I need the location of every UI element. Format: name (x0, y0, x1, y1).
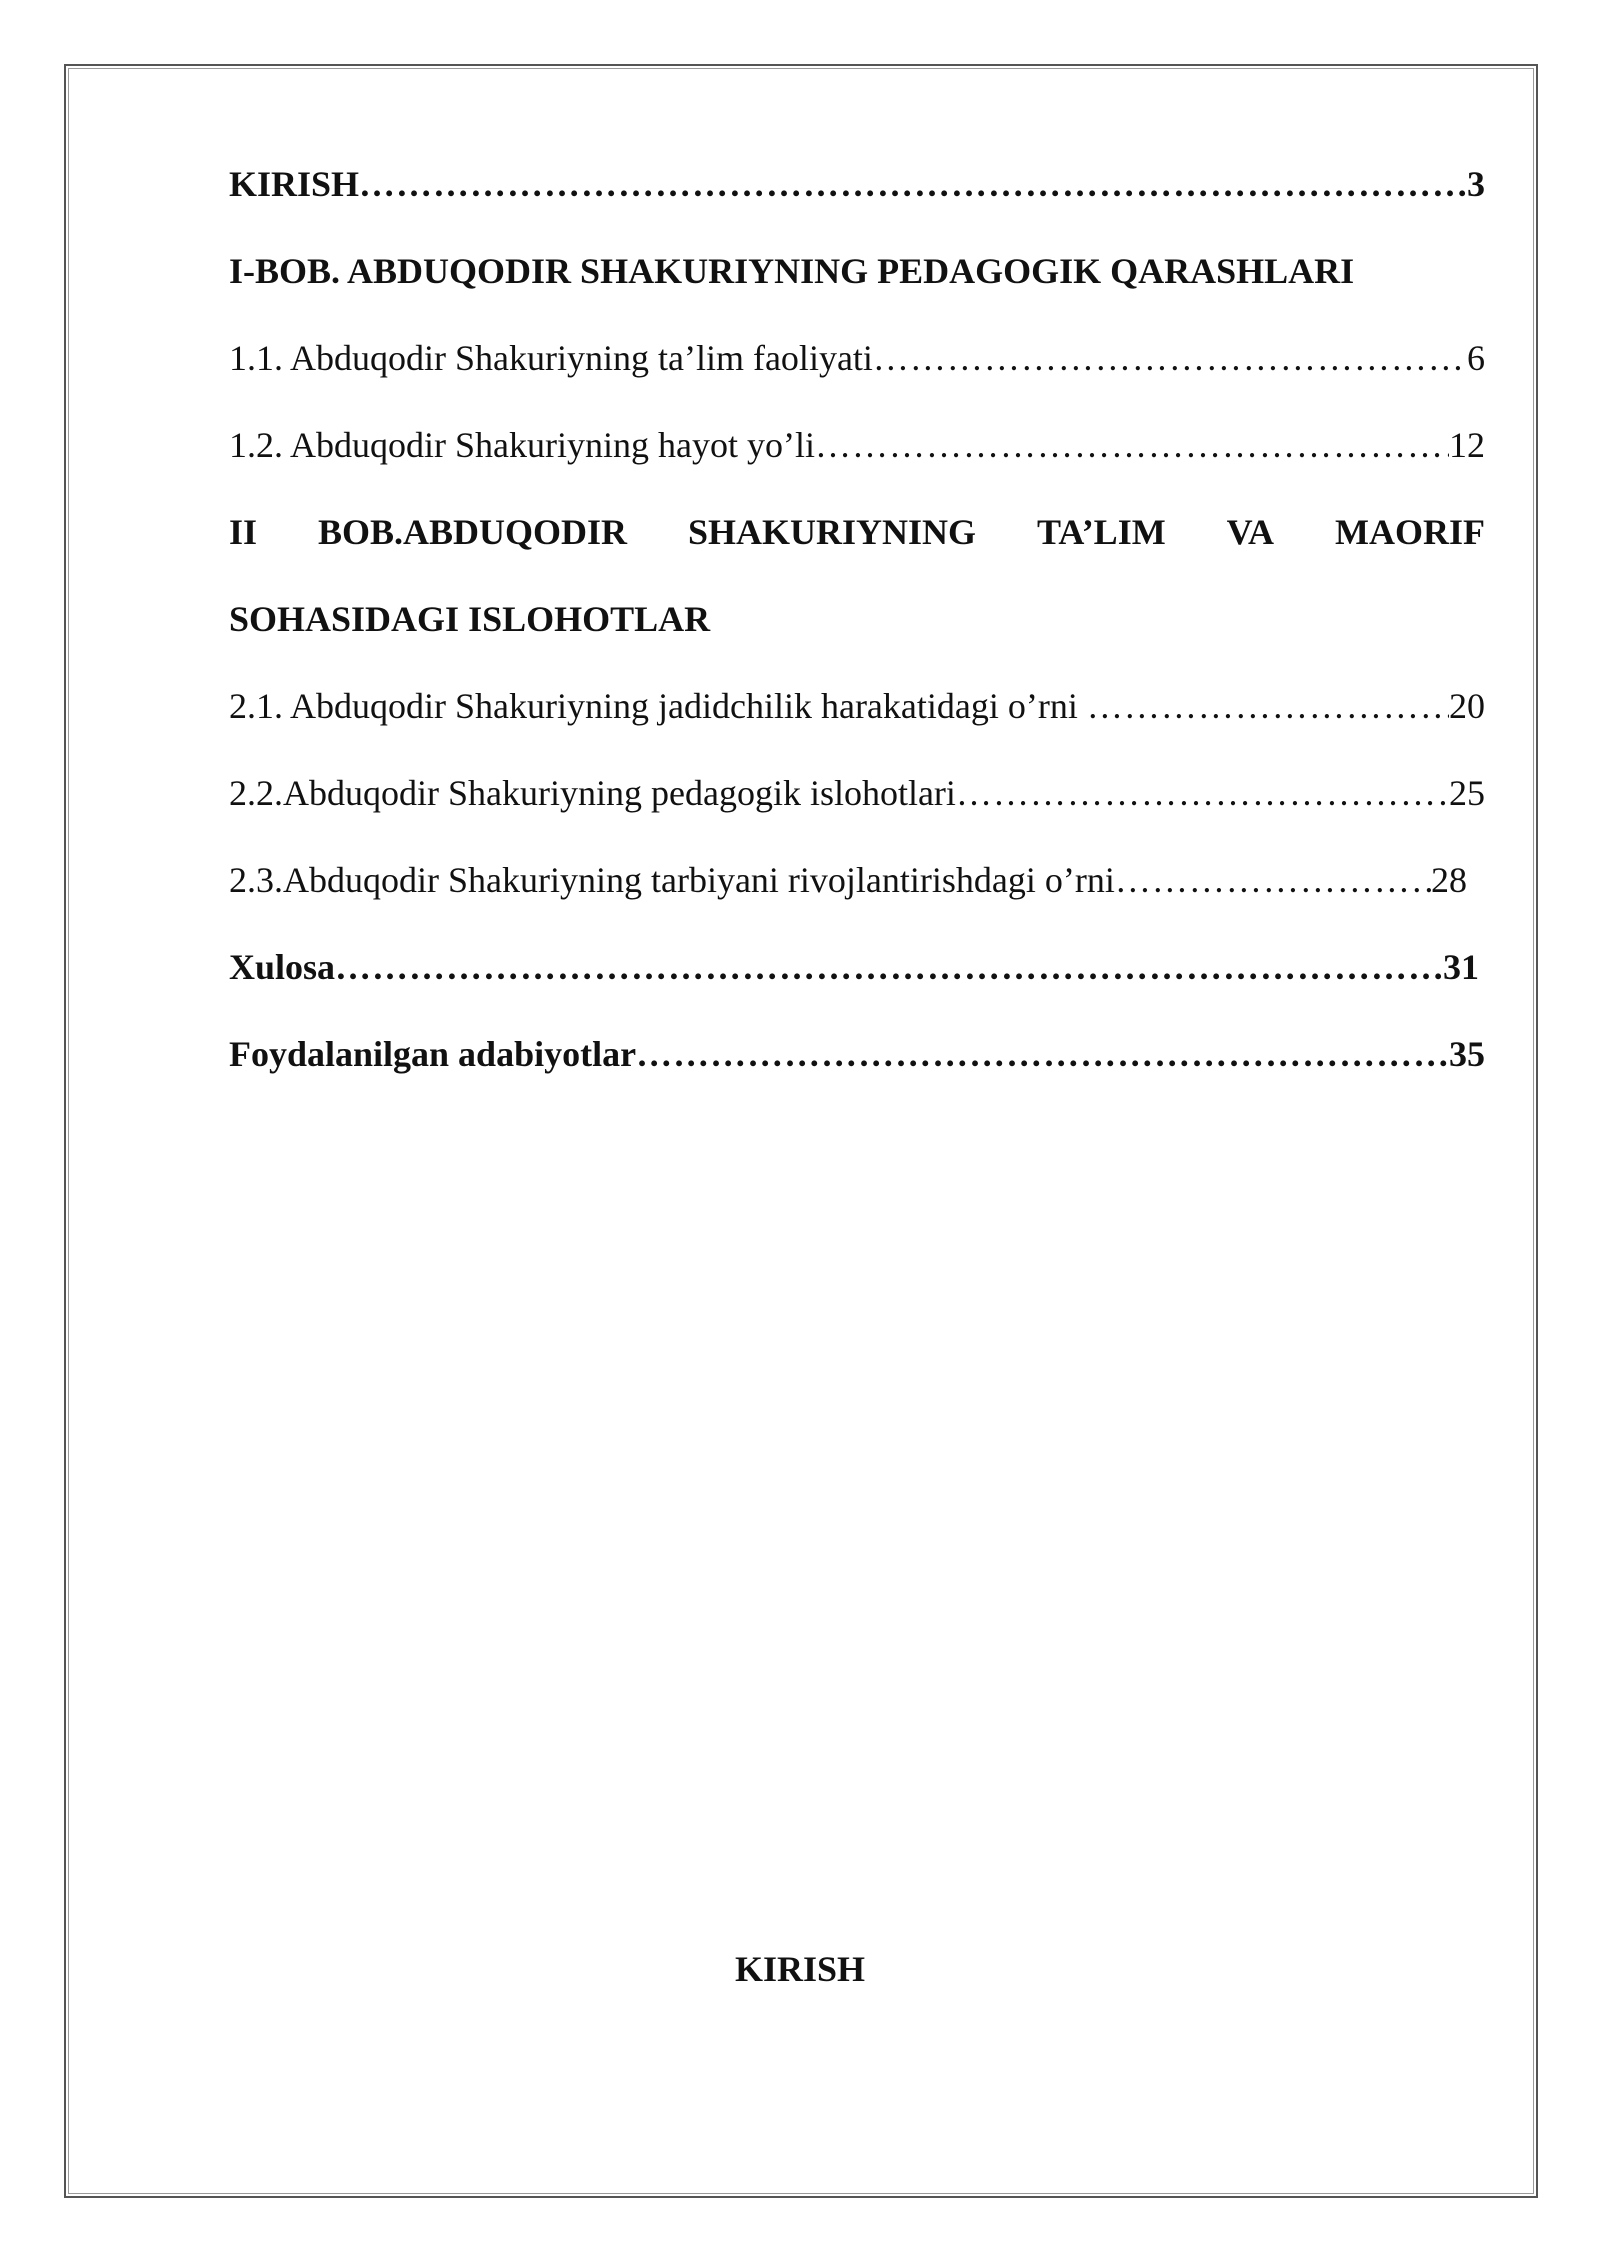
toc-entry-page: 6 (1467, 337, 1485, 378)
toc-chapter-word: SHAKURIYNING (688, 511, 977, 552)
toc-entry-title: 2.2.Abduqodir Shakuriyning pedagogik islohotlari (229, 772, 956, 813)
toc-entry-2-2[interactable] (229, 749, 1485, 836)
toc-entry-page: 12 (1449, 424, 1485, 465)
toc-entry-title: KIRISH (229, 163, 360, 204)
toc-entry-title: 1.2. Abduqodir Shakuriyning hayot yo’li (229, 424, 815, 465)
toc-entry-page: 35 (1449, 1033, 1485, 1074)
toc-chapter-word: TA’LIM (1037, 511, 1166, 552)
table-of-contents (229, 140, 1485, 1097)
dot-leader (956, 772, 1449, 814)
toc-entry-title: Xulosa (229, 946, 336, 987)
toc-chapter-word: II (229, 511, 258, 552)
toc-chapter-2-heading[interactable] (229, 488, 1485, 575)
dot-leader (359, 163, 1467, 205)
toc-chapter-title: I-BOB. ABDUQODIR SHAKURIYNING PEDAGOGIK QARASHLARI (229, 250, 1355, 291)
toc-chapter-title: SOHASIDAGI ISLOHOTLAR (229, 598, 711, 639)
toc-entry-page: 31 (1443, 946, 1479, 987)
dot-leader (1087, 685, 1449, 727)
toc-entry-2-1[interactable] (229, 662, 1485, 749)
toc-entry-page: 25 (1449, 772, 1485, 813)
toc-entry-title: Foydalanilgan adabiyotlar (229, 1033, 637, 1074)
toc-entry-title: 1.1. Abduqodir Shakuriyning ta’lim faoliyati (229, 337, 873, 378)
toc-entry-xulosa[interactable] (229, 923, 1479, 1010)
toc-entry-title: 2.3.Abduqodir Shakuriyning tarbiyani rivojlantirishdagi o’rni (229, 859, 1115, 900)
toc-entry-page: 28 (1431, 859, 1467, 900)
toc-chapter-word: MAORIF (1334, 511, 1485, 552)
dot-leader (335, 946, 1443, 988)
toc-entry-title: 2.1. Abduqodir Shakuriyning jadidchilik harakatidagi o’rni (229, 685, 1087, 726)
toc-chapter-word: BOB.ABDUQODIR (318, 511, 628, 552)
toc-chapter-1-heading[interactable] (229, 227, 1485, 314)
toc-entry-page: 3 (1467, 163, 1485, 204)
toc-entry-page: 20 (1449, 685, 1485, 726)
toc-entry-1-2[interactable] (229, 401, 1485, 488)
toc-entry-kirish[interactable] (229, 140, 1485, 227)
toc-chapter-2-heading-continued[interactable] (229, 575, 1485, 662)
toc-entry-adabiyotlar[interactable] (229, 1010, 1485, 1097)
toc-entry-2-3[interactable] (229, 836, 1467, 923)
dot-leader (873, 337, 1467, 379)
toc-entry-1-1[interactable] (229, 314, 1485, 401)
dot-leader (815, 424, 1449, 466)
dot-leader (1115, 859, 1431, 901)
toc-chapter-word: VA (1226, 511, 1275, 552)
dot-leader (636, 1033, 1449, 1075)
section-heading-kirish: KIRISH (734, 1949, 866, 1989)
